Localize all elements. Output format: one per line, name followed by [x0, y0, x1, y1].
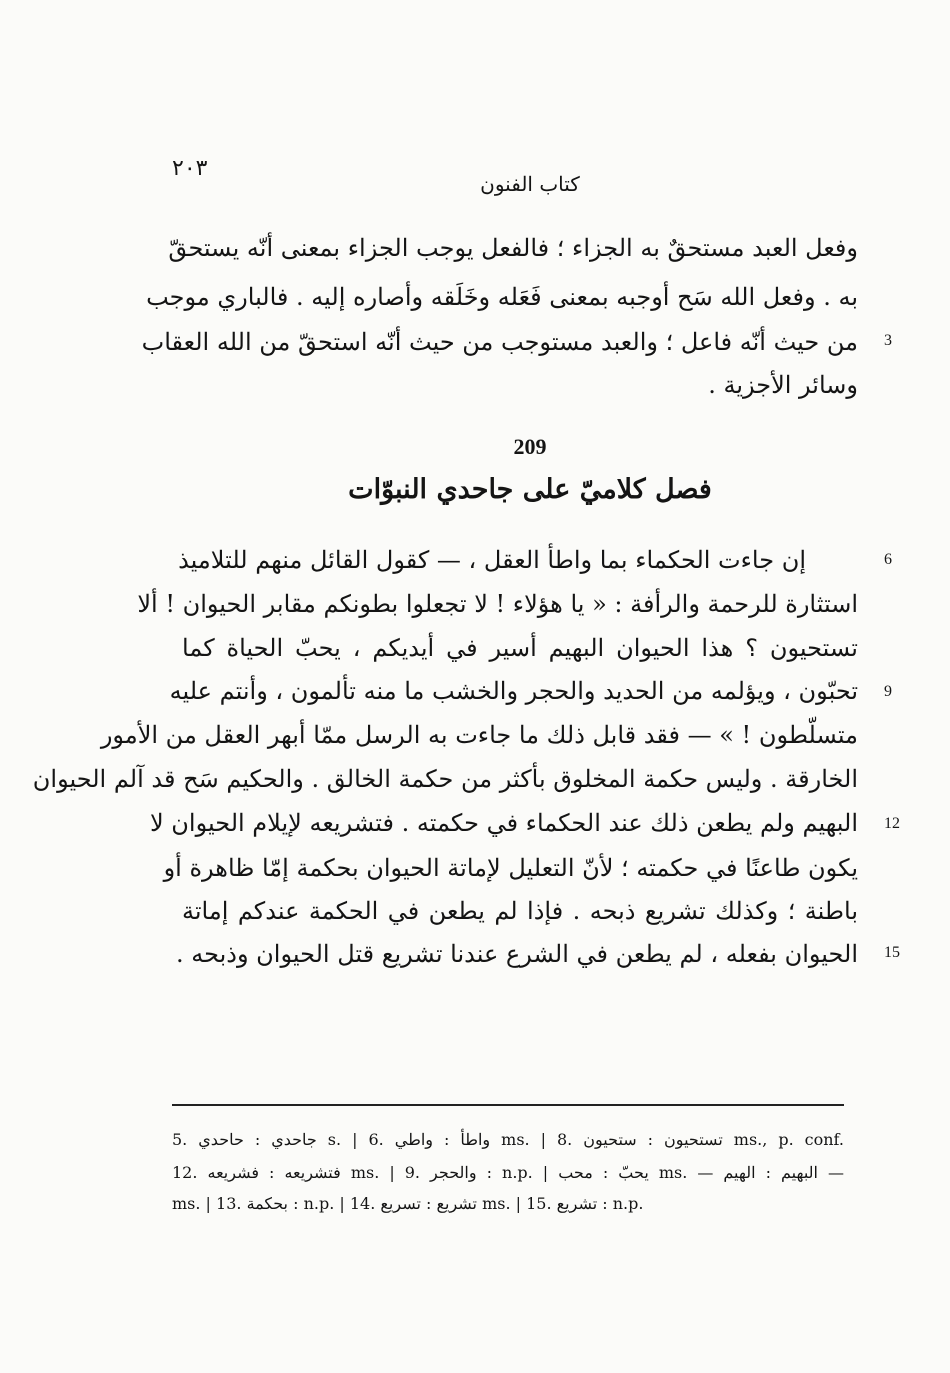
text-line: البهيم ولم يطعن ذلك عند الحكماء في حكمته . فتشريعه لإيلام الحيوان لا	[149, 809, 858, 837]
footnote-line: 12. فتشريعه : فشريعه ms. | 9. والحجر : n.p. | يحبّ : محب ms. — البهيم : الهيم —	[172, 1163, 845, 1182]
footnote-line: 5. جاحدي : حاحدي s. | 6. واطأ : واطي ms. | 8. تستحيون : ستحيون ms., p. conf.	[172, 1130, 844, 1149]
line-number: 3	[884, 332, 892, 349]
page-number: ٢٠٣	[172, 156, 208, 181]
text-line: إن جاءت الحكماء بما واطأ العقل ، — كقول القائل منهم للتلاميذ	[178, 546, 806, 574]
text-line: متسلّطون ! » — فقد قابل ذلك ما جاءت به الرسل ممّا أبهر العقل من الأمور	[100, 721, 858, 749]
text-line: تحبّون ، ويؤلمه من الحديد والحجر والخشب ما منه تألمون ، وأنتم عليه	[169, 677, 858, 705]
text-line: وسائر الأجزية .	[708, 371, 858, 399]
text-line: يكون طاعنًا في حكمته ؛ لأنّ التعليل لإماتة الحيوان بحكمة إمّا ظاهرة أو	[163, 854, 858, 882]
footnote-line: ms. | 13. بحكمة : n.p. | 14. تشريع : تسريع ms. | 15. تشريع : n.p.	[172, 1194, 644, 1213]
footnote-rule	[172, 1104, 844, 1106]
section-title: فصل كلاميّ على جاحدي النبوّات	[348, 474, 712, 505]
running-head: كتاب الفنون	[480, 172, 580, 196]
line-number: 12	[884, 815, 900, 832]
section-number: 209	[513, 434, 547, 459]
text-line: استثارة للرحمة والرأفة : « يا هؤلاء ! لا تجعلوا بطونكم مقابر الحيوان ! ألا	[137, 590, 858, 618]
text-line: الحيوان بفعله ، لم يطعن في الشرع عندنا تشريع قتل الحيوان وذبحه .	[175, 940, 858, 968]
text-line: تستحيون ؟ هذا الحيوان البهيم أسير في أيديكم ، يحبّ الحياة كما	[182, 634, 858, 662]
text-line: من حيث أنّه فاعل ؛ والعبد مستوجب من حيث أنّه استحقّ من الله العقاب	[141, 328, 858, 356]
line-number: 6	[884, 551, 892, 568]
text-line: به . وفعل الله سَح أوجبه بمعنى فَعَله وخَلَقه وأصاره إليه . فالباري موجب	[146, 283, 858, 311]
text-line: وفعل العبد مستحقٌ به الجزاء ؛ فالفعل يوجب الجزاء بمعنى أنّه يستحقّ	[168, 234, 858, 262]
text-line: باطنة ؛ وكذلك تشريع ذبحه . فإذا لم يطعن في الحكمة عندكم إماتة	[182, 897, 858, 925]
line-number: 15	[884, 944, 900, 961]
line-number: 9	[884, 683, 892, 700]
text-line: الخارقة . وليس حكمة المخلوق بأكثر من حكمة الخالق . والحكيم سَح قد آلم الحيوان	[32, 765, 858, 793]
